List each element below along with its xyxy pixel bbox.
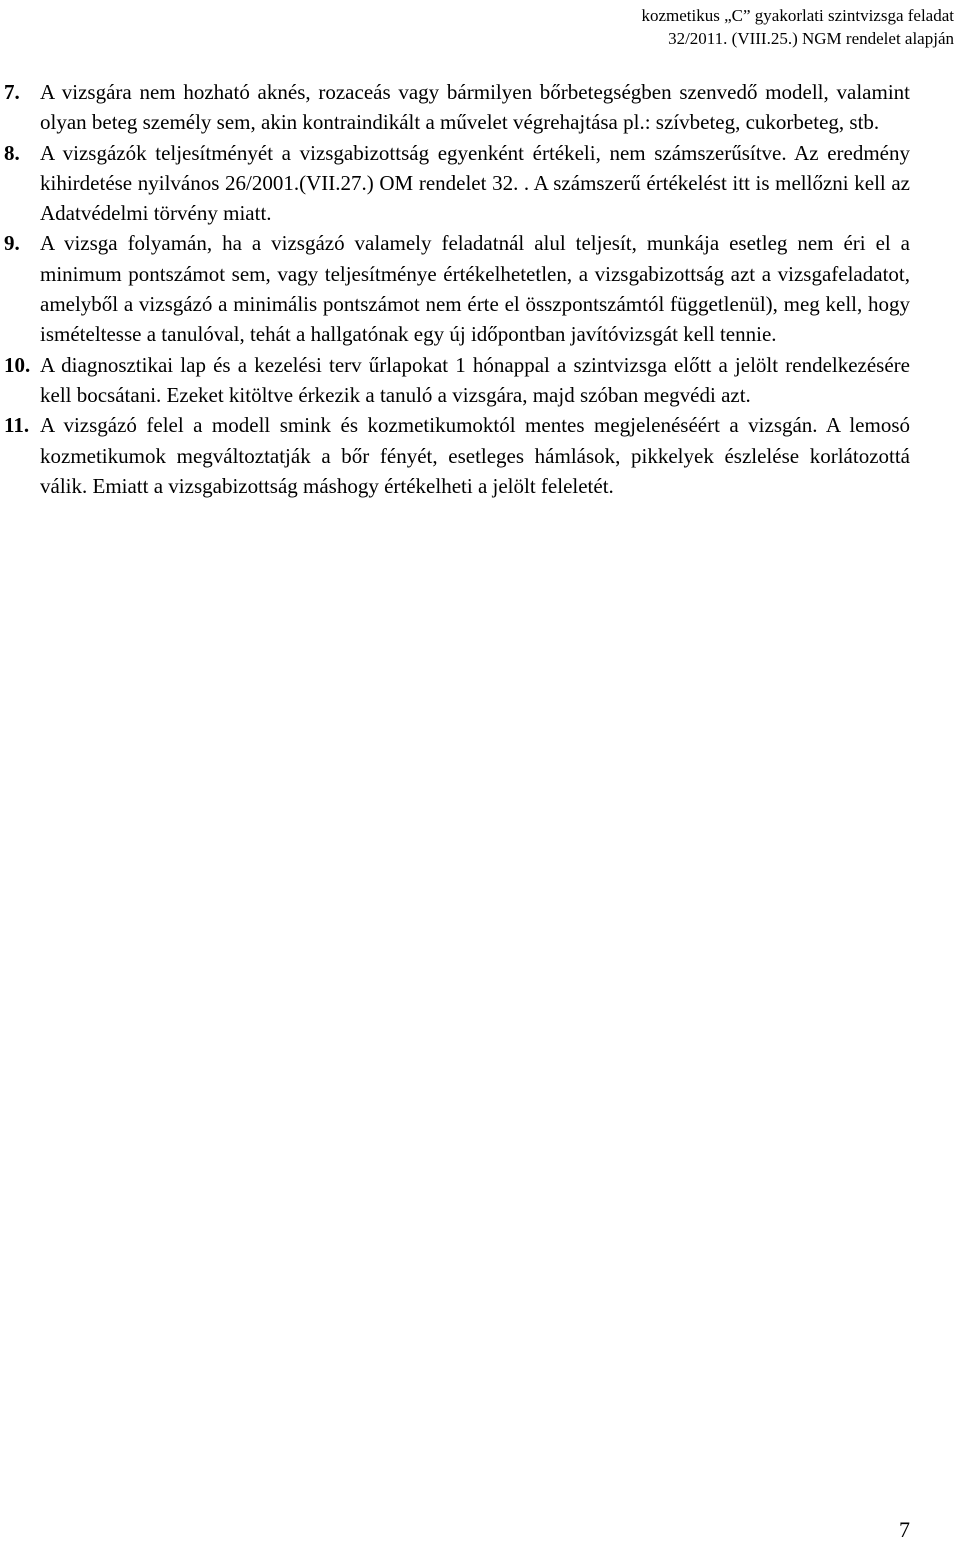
item-number: 11. [4,413,30,438]
item-text: A vizsga folyamán, ha a vizsgázó valamely feladatnál alul teljesít, munkája esetleg nem éri el a minimum pontszámot sem, vagy teljesítménye értékelhetetlen, a vizsgabizottság azt a vizsgafeladatot, amelyből a vizsgázó a minimális pontszámot nem érte el összpontszámtól függetlenül), meg kell, hogy ismételtesse a tanulóval, tehát a hallgatónak egy új időpontban javítóvizsgát kell tennie. [40,231,910,347]
item-text: A vizsgázók teljesítményét a vizsgabizottság egyenként értékeli, nem számszerűsítve. Az eredmény kihirdetése nyilvános 26/2001.(VII.27.) OM rendelet 32. . A számszerű értékelést itt is mellőzni kell az Adatvédelmi törvény miatt. [40,140,910,226]
item-number: 9. [4,231,20,256]
item-text: A vizsgázó felel a modell smink és kozmetikumoktól mentes megjelenéséért a vizsgán. A lemosó kozmetikumok megváltoztatják a bőr fényét, esetleges hámlások, pikkelyek észlelése korlátozottá válik. Emiatt a vizsgabizottság máshogy értékelheti a jelölt feleletét. [40,413,910,498]
item-number: 7. [4,80,20,104]
list-item [4,228,910,349]
header-title-line: kozmetikus „C” gyakorlati szintvizsga feladat [641,6,954,25]
item-text: A diagnosztikai lap és a kezelési terv űrlapokat 1 hónappal a szintvizsga előtt a jelölt rendelkezésére kell bocsátani. Ezeket kitöltve érkezik a tanuló a vizsgára, majd szóban megvédi azt. [40,352,910,407]
page-header [641,4,954,50]
page-number: 7 [899,1517,910,1542]
item-text: A vizsgára nem hozható aknés, rozaceás vagy bármilyen bőrbetegségben szenvedő modell, valamint olyan beteg személy sem, akin kontraindikált a művelet végrehajtása pl.: szívbeteg, cukorbeteg, stb. [40,80,910,135]
list-item [4,350,910,411]
header-regulation-line: 32/2011. (VIII.25.) NGM rendelet alapján [668,29,954,48]
item-number: 8. [4,140,20,165]
list-item [4,77,910,138]
item-number: 10. [4,352,31,377]
numbered-list [4,77,910,501]
list-item [4,410,910,501]
list-item [4,138,910,229]
